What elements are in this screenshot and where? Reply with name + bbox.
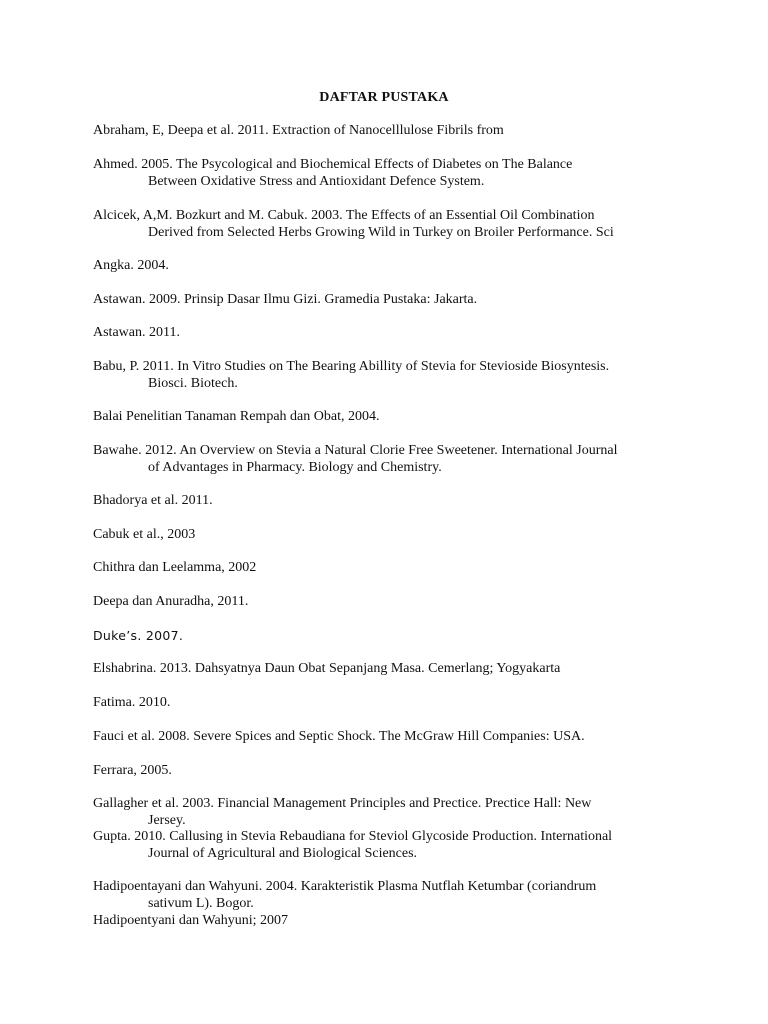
reference-text: Gupta. 2010. Callusing in Stevia Rebaudiana for Steviol Glycoside Production. International <box>93 829 613 844</box>
reference-entry <box>93 291 674 308</box>
page-title: DAFTAR PUSTAKA <box>319 90 449 105</box>
reference-text: Bhadorya et al. 2011. <box>93 493 213 508</box>
reference-text: Babu, P. 2011. In Vitro Studies on The Bearing Abillity of Stevia for Stevioside Biosyntesis. <box>93 359 610 374</box>
reference-entry <box>93 122 674 139</box>
reference-entry <box>93 408 674 425</box>
reference-entry <box>93 492 674 509</box>
reference-text: Astawan. 2011. <box>93 325 180 340</box>
reference-continuation: Biosci. Biotech. <box>148 376 238 391</box>
reference-text: Balai Penelitian Tanaman Rempah dan Obat, 2004. <box>93 409 380 424</box>
reference-text: Hadipoentyani dan Wahyuni; 2007 <box>93 913 288 928</box>
reference-text: Chithra dan Leelamma, 2002 <box>93 560 257 575</box>
reference-entry <box>93 762 674 779</box>
reference-text: Angka. 2004. <box>93 258 169 273</box>
reference-entry <box>93 728 674 745</box>
reference-entry <box>93 526 674 543</box>
reference-text: Ahmed. 2005. The Psycological and Biochemical Effects of Diabetes on The Balance <box>93 157 573 172</box>
reference-text: Gallagher et al. 2003. Financial Management Principles and Prectice. Prectice Hall: New <box>93 796 592 811</box>
reference-entry <box>93 795 674 829</box>
reference-entry <box>93 660 674 677</box>
reference-entry <box>93 559 674 576</box>
reference-text: Cabuk et al., 2003 <box>93 527 196 542</box>
reference-continuation: of Advantages in Pharmacy. Biology and Chemistry. <box>148 460 442 475</box>
reference-entry <box>93 358 674 392</box>
reference-entry <box>93 324 674 341</box>
reference-entry <box>93 593 674 610</box>
reference-text: Duke’s. 2007. <box>93 628 184 643</box>
reference-text: Abraham, E, Deepa et al. 2011. Extraction of Nanocelllulose Fibrils from <box>93 123 504 138</box>
reference-entry <box>93 207 674 241</box>
reference-continuation: Derived from Selected Herbs Growing Wild in Turkey on Broiler Performance. Sci <box>148 225 614 240</box>
reference-entry <box>93 257 674 274</box>
reference-continuation: sativum L). Bogor. <box>148 896 254 911</box>
reference-entry <box>93 627 674 644</box>
reference-entry <box>93 878 674 912</box>
reference-entry <box>93 156 674 190</box>
reference-text: Astawan. 2009. Prinsip Dasar Ilmu Gizi. Gramedia Pustaka: Jakarta. <box>93 292 478 307</box>
reference-entry <box>93 912 674 929</box>
reference-entry <box>93 828 674 862</box>
reference-continuation: Jersey. <box>148 813 186 828</box>
reference-text: Elshabrina. 2013. Dahsyatnya Daun Obat Sepanjang Masa. Cemerlang; Yogyakarta <box>93 661 561 676</box>
reference-continuation: Journal of Agricultural and Biological Sciences. <box>148 846 418 861</box>
reference-text: Fatima. 2010. <box>93 695 171 710</box>
reference-text: Bawahe. 2012. An Overview on Stevia a Natural Clorie Free Sweetener. International Journal <box>93 443 618 458</box>
reference-text: Fauci et al. 2008. Severe Spices and Septic Shock. The McGraw Hill Companies: USA. <box>93 729 585 744</box>
reference-entry <box>93 694 674 711</box>
reference-text: Hadipoentayani dan Wahyuni. 2004. Karakteristik Plasma Nutflah Ketumbar (coriandrum <box>93 879 597 894</box>
reference-text: Deepa dan Anuradha, 2011. <box>93 594 249 609</box>
reference-entry <box>93 442 674 476</box>
reference-continuation: Between Oxidative Stress and Antioxidant Defence System. <box>148 174 485 189</box>
reference-text: Alcicek, A,M. Bozkurt and M. Cabuk. 2003. The Effects of an Essential Oil Combination <box>93 208 595 223</box>
reference-text: Ferrara, 2005. <box>93 763 172 778</box>
